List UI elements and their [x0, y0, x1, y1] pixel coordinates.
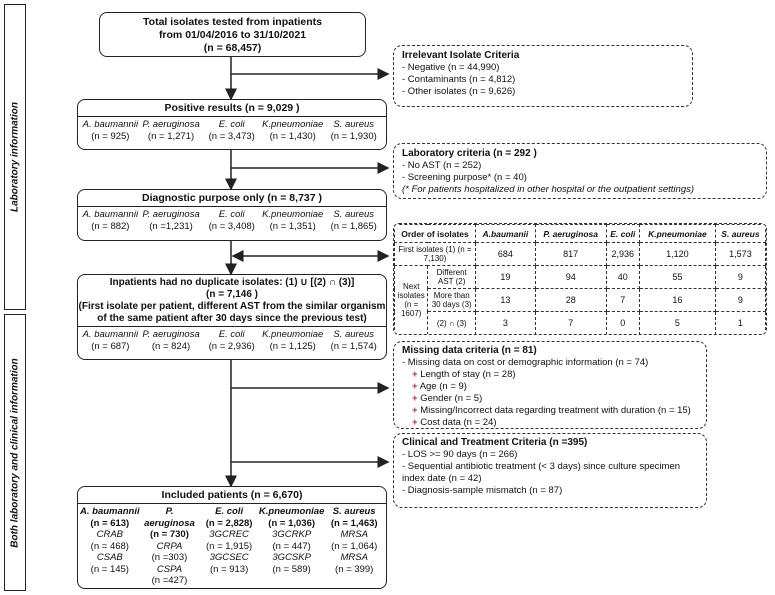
plus-bullet: +: [412, 393, 418, 404]
isolate-order-table-box: [393, 223, 767, 335]
susceptible-label: MRSA: [340, 552, 368, 563]
susceptible-count: (n = 913): [209, 563, 249, 575]
inpatients-line1: Inpatients had no duplicate isolates: (1) ∪ [(2) ∩ (3)]: [109, 277, 355, 288]
table-cell: 28: [535, 289, 606, 312]
clinical-item: - Sequential antibiotic treatment (< 3 days) since culture specimen: [402, 461, 681, 472]
susceptible-count: (n = 145): [90, 563, 129, 575]
org-cell: [262, 329, 323, 353]
org-cell: [199, 506, 259, 587]
table-cell: 2,936: [606, 243, 639, 266]
org-name: S. aureus: [333, 329, 375, 340]
included-title: Included patients (n = 6,670): [161, 489, 303, 501]
org-count: (n = 2,828): [205, 517, 253, 529]
org-cell: [323, 209, 384, 233]
org-name: K.pneumoniae: [258, 506, 325, 517]
org-name: S. aureus: [333, 119, 375, 130]
table-cell: 40: [606, 266, 639, 289]
susceptible-label: CSAB: [96, 552, 123, 563]
plus-bullet: +: [412, 369, 418, 380]
org-count: (n = 1,865): [330, 221, 377, 232]
table-cell: 1,120: [639, 243, 715, 266]
org-cell: [201, 329, 262, 353]
org-count: (n = 3,408): [208, 221, 255, 232]
row-label: (2) ∩ (3): [428, 312, 476, 335]
resistant-label: 3GCREC: [209, 529, 249, 540]
org-name: E. coli: [218, 329, 245, 340]
org-cell: [140, 506, 200, 587]
resistant-count: (n = 1,915): [205, 540, 253, 552]
row-label: Different AST (2): [428, 266, 476, 289]
org-name: S. aureus: [333, 209, 375, 220]
resistant-label: 3GCRKP: [272, 529, 312, 540]
resistant-count: (n =303): [151, 552, 188, 563]
susceptible-label: 3GCSEC: [209, 552, 249, 563]
resistant-label: CRPA: [156, 540, 183, 552]
org-name: P. aeruginosa: [144, 506, 195, 529]
org-name: E. coli: [218, 119, 245, 130]
table-cell: 94: [535, 266, 606, 289]
org-cell: [141, 119, 202, 143]
org-cell: [80, 209, 141, 233]
table-cell: 19: [476, 266, 536, 289]
plus-bullet: +: [412, 405, 418, 416]
isolate-order-table: [394, 224, 766, 335]
side-label-both: [4, 314, 26, 591]
org-count: (n = 824): [151, 341, 191, 352]
missing-item: [402, 369, 698, 381]
org-cell: [80, 506, 140, 587]
org-cell: [80, 119, 141, 143]
lab-criteria-title: Laboratory criteria (n = 292 ): [402, 148, 537, 159]
org-name: A. baumannii: [82, 209, 139, 220]
inpatients-no-duplicate-box: [77, 274, 387, 360]
table-header: A.baumanii: [476, 225, 536, 243]
diagnostic-purpose-box: [77, 189, 387, 241]
org-count: (n = 1,125): [269, 341, 316, 352]
table-header: S. aureus: [715, 225, 765, 243]
missing-item-text: Age (n = 9): [419, 381, 467, 392]
irrelevant-item: - Negative (n = 44,990): [402, 62, 500, 73]
side-label-both-text: Both laboratory and clinical information: [9, 357, 21, 548]
org-name: A. baumannii: [80, 506, 140, 517]
table-cell: 1: [715, 312, 765, 335]
inpatients-line2: (n = 7,146 ): [206, 289, 258, 300]
susceptible-count: (n = 399): [335, 563, 374, 575]
org-count: (n = 687): [91, 341, 130, 352]
org-name: E. coli: [218, 209, 245, 220]
org-cell: [323, 119, 384, 143]
table-cell: 1,573: [715, 243, 765, 266]
resistant-count: (n = 1,064): [331, 540, 378, 552]
resistant-count: (n = 468): [90, 540, 129, 552]
table-cell: 7: [535, 312, 606, 335]
total-line1: Total isolates tested from inpatients: [143, 16, 322, 28]
org-cell: [201, 119, 262, 143]
row-group-label: Next isolates (n = 1607): [395, 266, 428, 335]
table-cell: 0: [606, 312, 639, 335]
table-cell: 13: [476, 289, 536, 312]
org-cell: [262, 209, 323, 233]
irrelevant-item: - Contaminants (n = 4,812): [402, 74, 516, 85]
table-cell: 9: [715, 266, 765, 289]
org-count: (n = 882): [91, 221, 130, 232]
plus-bullet: +: [412, 417, 418, 428]
table-cell: 7: [606, 289, 639, 312]
missing-item: [402, 393, 698, 405]
total-line3: (n = 68,457): [203, 42, 262, 54]
table-header: E. coli: [606, 225, 639, 243]
total-isolates-box: [99, 12, 366, 57]
side-label-laboratory: [4, 4, 26, 310]
diagnostic-title: Diagnostic purpose only (n = 8,737 ): [142, 192, 322, 204]
org-count: (n = 1,930): [330, 131, 377, 142]
org-count: (n = 1,574): [330, 341, 377, 352]
org-name: P. aeruginosa: [142, 209, 200, 220]
table-header: P. aeruginosa: [535, 225, 606, 243]
org-cell: [262, 119, 323, 143]
missing-item-text: Missing/Incorrect data regarding treatment with duration (n = 15): [420, 405, 691, 416]
table-row: [395, 266, 766, 289]
clinical-item: index date (n = 42): [402, 473, 482, 484]
org-count: (n = 925): [91, 131, 130, 142]
clinical-title: Clinical and Treatment Criteria (n =395): [402, 437, 588, 448]
missing-intro: - Missing data on cost or demographic information (n = 74): [402, 357, 649, 368]
laboratory-criteria-box: [393, 143, 767, 199]
side-label-laboratory-text: Laboratory information: [9, 101, 21, 213]
inpatients-line3: (First isolate per patient, different AST from the similar organism: [78, 301, 386, 312]
org-count: (n = 1,351): [269, 221, 316, 232]
clinical-item: - LOS >= 90 days (n = 266): [402, 449, 518, 460]
table-cell: 3: [476, 312, 536, 335]
table-cell: 16: [639, 289, 715, 312]
included-patients-box: [77, 486, 387, 589]
susceptible-count: (n = 589): [272, 563, 311, 575]
positive-results-box: [77, 99, 387, 150]
irrelevant-criteria-box: [393, 45, 693, 107]
table-header: K.pneumoniae: [639, 225, 715, 243]
org-count: (n = 2,936): [208, 341, 255, 352]
missing-title: Missing data criteria (n = 81): [402, 345, 537, 356]
table-row: [395, 312, 766, 335]
inpatients-line4: of the same patient after 30 days since the previous test): [97, 313, 367, 324]
missing-item-text: Cost data (n = 24): [420, 417, 497, 428]
table-row: [395, 289, 766, 312]
table-cell: 684: [476, 243, 536, 266]
missing-item: [402, 417, 698, 429]
table-cell: 55: [639, 266, 715, 289]
org-name: A. baumannii: [82, 329, 139, 340]
org-cell: [324, 506, 384, 587]
org-cell: [141, 329, 202, 353]
missing-item-text: Gender (n = 5): [420, 393, 483, 404]
susceptible-count: (n =427): [151, 575, 188, 586]
row-label: First isolates (1) (n = 7,130): [395, 243, 476, 266]
row-label: More than 30 days (3): [428, 289, 476, 312]
org-name: A. baumannii: [82, 119, 139, 130]
missing-item-text: Length of stay (n = 28): [420, 369, 516, 380]
table-row: [395, 243, 766, 266]
missing-item: [402, 381, 698, 393]
org-count: (n = 613): [90, 517, 130, 529]
missing-data-criteria-box: [393, 341, 707, 429]
org-name: K.pneumoniae: [262, 119, 324, 130]
table-cell: 9: [715, 289, 765, 312]
org-name: K.pneumoniae: [262, 209, 324, 220]
irrelevant-title: Irrelevant Isolate Criteria: [402, 50, 520, 61]
lab-criteria-note: (* For patients hospitalized in other hospital or the outpatient settings): [402, 184, 695, 195]
org-count: (n = 1,463): [330, 517, 378, 529]
org-count: (n =1,231): [149, 221, 193, 232]
org-name: P. aeruginosa: [142, 329, 200, 340]
susceptible-label: CSPA: [156, 563, 183, 575]
total-line2: from 01/04/2016 to 31/10/2021: [158, 29, 307, 41]
org-count: (n = 1,036): [268, 517, 316, 529]
org-cell: [323, 329, 384, 353]
lab-criteria-item: - Screening purpose* (n = 40): [402, 172, 527, 183]
org-cell: [259, 506, 324, 587]
table-cell: 817: [535, 243, 606, 266]
org-name: K.pneumoniae: [262, 329, 324, 340]
resistant-label: MRSA: [340, 529, 368, 540]
clinical-item: - Diagnosis-sample mismatch (n = 87): [402, 485, 563, 496]
plus-bullet: +: [412, 381, 418, 392]
org-count: (n = 3,473): [208, 131, 255, 142]
org-name: P. aeruginosa: [142, 119, 200, 130]
missing-item: [402, 405, 698, 417]
susceptible-label: 3GCSKP: [272, 552, 311, 563]
org-count: (n = 730): [150, 529, 189, 540]
lab-criteria-item: - No AST (n = 252): [402, 160, 482, 171]
table-cell: 5: [639, 312, 715, 335]
positive-title: Positive results (n = 9,029 ): [164, 102, 300, 114]
org-name: S. aureus: [332, 506, 376, 517]
org-cell: [80, 329, 141, 353]
irrelevant-item: - Other isolates (n = 9,626): [402, 86, 516, 97]
clinical-treatment-criteria-box: [393, 433, 707, 508]
table-header: Order of isolates: [395, 225, 476, 243]
resistant-label: CRAB: [96, 529, 124, 540]
org-cell: [201, 209, 262, 233]
org-cell: [141, 209, 202, 233]
org-name: E. coli: [215, 506, 244, 517]
org-count: (n = 1,430): [269, 131, 316, 142]
org-count: (n = 1,271): [147, 131, 195, 142]
resistant-count: (n = 447): [272, 540, 311, 552]
